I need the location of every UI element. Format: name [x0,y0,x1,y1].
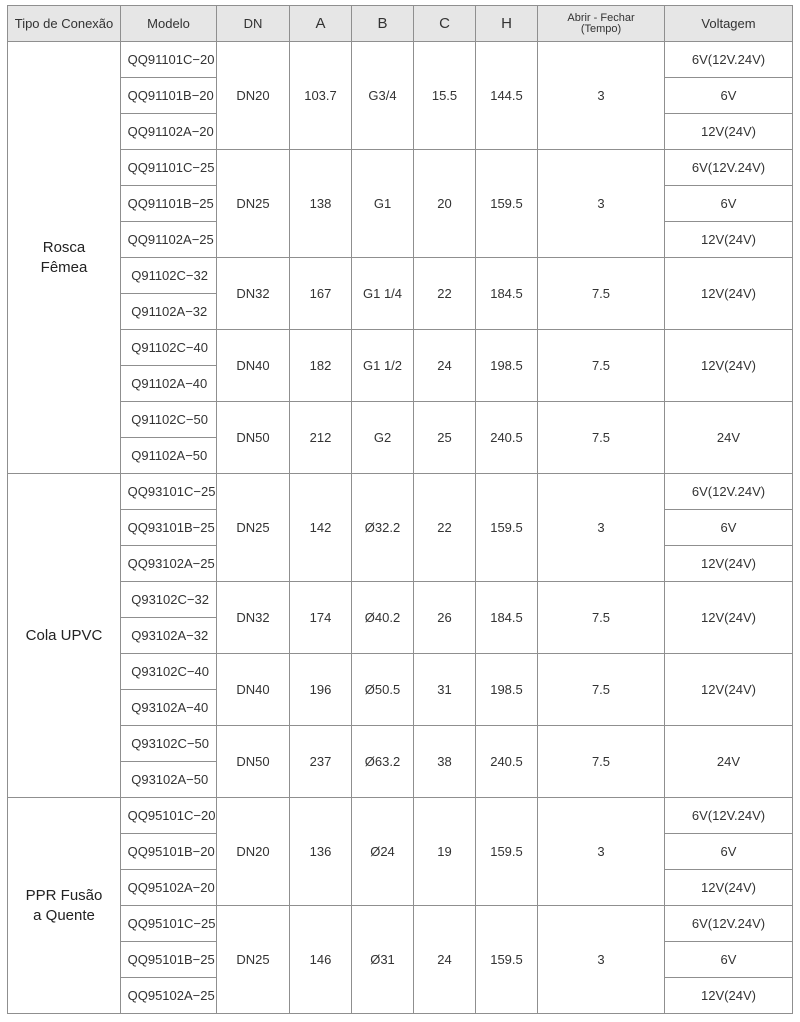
voltage-cell: 6V(12V.24V) [665,42,793,78]
voltage-cell: 6V(12V.24V) [665,906,793,942]
time-cell: 3 [538,150,665,258]
a-cell: 136 [290,798,352,906]
dn-cell: DN20 [217,798,290,906]
model-cell: QQ91101B−25 [121,186,217,222]
header-tipo-de-conexao: Tipo de Conexão [8,6,121,42]
voltage-cell: 6V [665,78,793,114]
header-abrir-fechar: Abrir - Fechar (Tempo) [538,6,665,42]
a-cell: 237 [290,726,352,798]
header-a: A [290,6,352,42]
voltage-cell: 6V(12V.24V) [665,150,793,186]
dn-cell: DN40 [217,654,290,726]
table-row [8,906,793,942]
b-cell: Ø63.2 [352,726,414,798]
b-cell: Ø31 [352,906,414,1014]
dn-cell: DN32 [217,258,290,330]
b-cell: Ø50.5 [352,654,414,726]
b-cell: G1 1/4 [352,258,414,330]
h-cell: 144.5 [476,42,538,150]
h-cell: 159.5 [476,906,538,1014]
voltage-cell: 12V(24V) [665,222,793,258]
time-cell: 7.5 [538,402,665,474]
c-cell: 24 [414,330,476,402]
voltage-cell: 24V [665,402,793,474]
c-cell: 31 [414,654,476,726]
model-cell: Q91102C−50 [121,402,217,438]
table-row [8,726,793,762]
model-cell: QQ93101B−25 [121,510,217,546]
dn-cell: DN25 [217,906,290,1014]
time-cell: 7.5 [538,654,665,726]
model-cell: Q93102A−50 [121,762,217,798]
time-cell: 3 [538,42,665,150]
time-cell: 7.5 [538,330,665,402]
model-cell: QQ95102A−25 [121,978,217,1014]
table-row [8,654,793,690]
c-cell: 20 [414,150,476,258]
h-cell: 184.5 [476,258,538,330]
voltage-cell: 6V [665,186,793,222]
c-cell: 22 [414,474,476,582]
a-cell: 103.7 [290,42,352,150]
b-cell: Ø40.2 [352,582,414,654]
model-cell: Q91102C−40 [121,330,217,366]
dn-cell: DN50 [217,402,290,474]
dn-cell: DN25 [217,150,290,258]
model-cell: Q93102C−40 [121,654,217,690]
table-row [8,150,793,186]
model-cell: QQ95102A−20 [121,870,217,906]
model-cell: QQ91102A−25 [121,222,217,258]
time-cell: 3 [538,798,665,906]
header-modelo: Modelo [121,6,217,42]
model-cell: QQ93102A−25 [121,546,217,582]
a-cell: 146 [290,906,352,1014]
a-cell: 138 [290,150,352,258]
model-cell: QQ95101B−20 [121,834,217,870]
dn-cell: DN20 [217,42,290,150]
h-cell: 198.5 [476,330,538,402]
header-b: B [352,6,414,42]
c-cell: 22 [414,258,476,330]
model-cell: QQ95101C−25 [121,906,217,942]
model-cell: Q91102C−32 [121,258,217,294]
a-cell: 196 [290,654,352,726]
c-cell: 24 [414,906,476,1014]
model-cell: QQ93101C−25 [121,474,217,510]
c-cell: 19 [414,798,476,906]
model-cell: Q91102A−50 [121,438,217,474]
table-row [8,474,793,510]
h-cell: 184.5 [476,582,538,654]
voltage-cell: 12V(24V) [665,582,793,654]
b-cell: Ø24 [352,798,414,906]
h-cell: 240.5 [476,402,538,474]
voltage-cell: 12V(24V) [665,870,793,906]
b-cell: Ø32.2 [352,474,414,582]
header-c: C [414,6,476,42]
b-cell: G1 [352,150,414,258]
voltage-cell: 12V(24V) [665,114,793,150]
a-cell: 167 [290,258,352,330]
h-cell: 240.5 [476,726,538,798]
table-row [8,582,793,618]
header-dn: DN [217,6,290,42]
voltage-cell: 12V(24V) [665,978,793,1014]
connection-type-cell: PPR Fusão a Quente [8,798,121,1014]
dn-cell: DN25 [217,474,290,582]
voltage-cell: 12V(24V) [665,258,793,330]
a-cell: 182 [290,330,352,402]
model-cell: Q93102C−50 [121,726,217,762]
c-cell: 26 [414,582,476,654]
table-body [8,42,793,1014]
a-cell: 142 [290,474,352,582]
table-row [8,258,793,294]
time-cell: 7.5 [538,258,665,330]
connection-type-cell: Cola UPVC [8,474,121,798]
model-cell: QQ95101C−20 [121,798,217,834]
model-cell: Q93102A−32 [121,618,217,654]
voltage-cell: 6V [665,510,793,546]
voltage-cell: 12V(24V) [665,546,793,582]
spec-table [7,5,793,1014]
a-cell: 212 [290,402,352,474]
table-row [8,798,793,834]
time-cell: 3 [538,906,665,1014]
time-cell: 3 [538,474,665,582]
c-cell: 25 [414,402,476,474]
dn-cell: DN50 [217,726,290,798]
voltage-cell: 6V(12V.24V) [665,798,793,834]
voltage-cell: 24V [665,726,793,798]
header-voltagem: Voltagem [665,6,793,42]
model-cell: Q91102A−32 [121,294,217,330]
model-cell: Q91102A−40 [121,366,217,402]
b-cell: G3/4 [352,42,414,150]
table-row [8,402,793,438]
voltage-cell: 6V(12V.24V) [665,474,793,510]
dn-cell: DN40 [217,330,290,402]
time-cell: 7.5 [538,726,665,798]
voltage-cell: 6V [665,942,793,978]
table-row [8,330,793,366]
model-cell: QQ91101C−25 [121,150,217,186]
b-cell: G2 [352,402,414,474]
dn-cell: DN32 [217,582,290,654]
h-cell: 159.5 [476,150,538,258]
model-cell: QQ91101C−20 [121,42,217,78]
b-cell: G1 1/2 [352,330,414,402]
h-cell: 198.5 [476,654,538,726]
table-header [8,6,793,42]
model-cell: Q93102C−32 [121,582,217,618]
table-row [8,42,793,78]
model-cell: QQ95101B−25 [121,942,217,978]
h-cell: 159.5 [476,798,538,906]
c-cell: 38 [414,726,476,798]
c-cell: 15.5 [414,42,476,150]
header-h: H [476,6,538,42]
model-cell: Q93102A−40 [121,690,217,726]
connection-type-cell: Rosca Fêmea [8,42,121,474]
h-cell: 159.5 [476,474,538,582]
voltage-cell: 12V(24V) [665,654,793,726]
voltage-cell: 12V(24V) [665,330,793,402]
a-cell: 174 [290,582,352,654]
header-row [8,6,793,42]
model-cell: QQ91102A−20 [121,114,217,150]
voltage-cell: 6V [665,834,793,870]
time-cell: 7.5 [538,582,665,654]
model-cell: QQ91101B−20 [121,78,217,114]
